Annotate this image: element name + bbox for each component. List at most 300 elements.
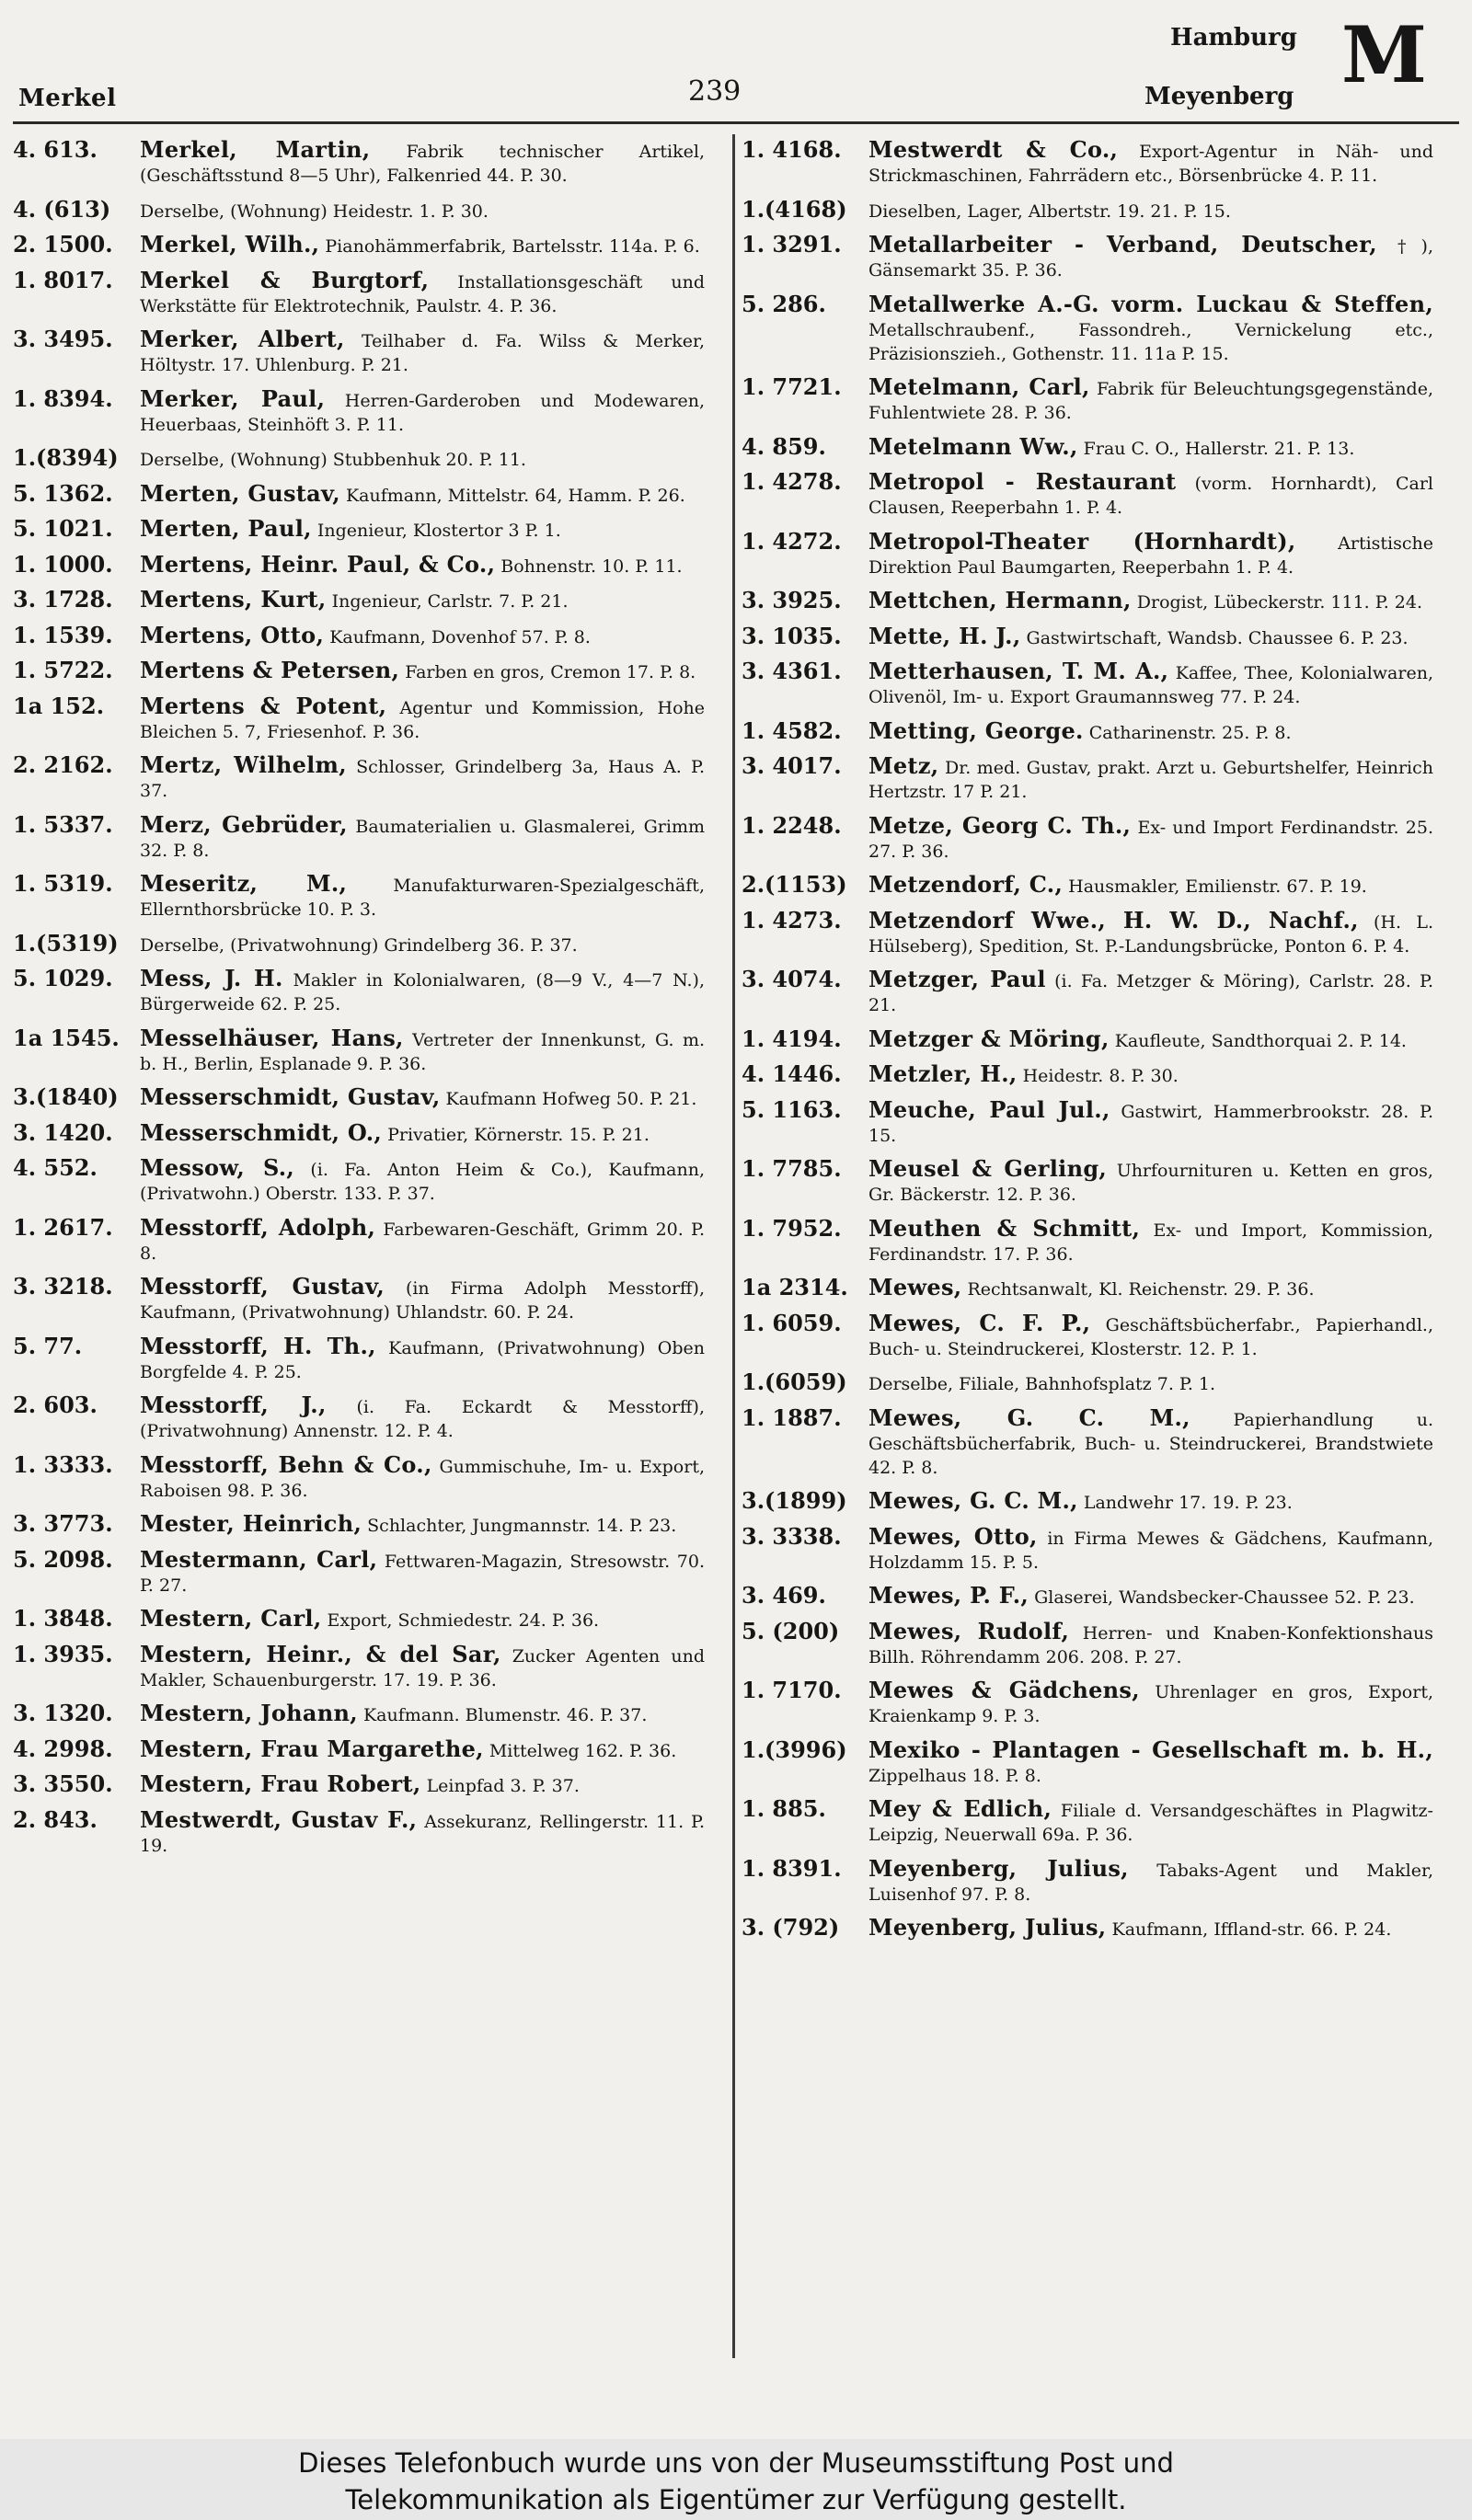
entry-description: Baumaterialien u. Glasmalerei, Grimm 32. P. 8. bbox=[140, 816, 706, 861]
entry-description: Drogist, Lübeckerstr. 111. P. 24. bbox=[1136, 592, 1422, 613]
entry-description: Zucker Agenten und Makler, Schauenburgerstr. 17. 19. P. 36. bbox=[140, 1645, 705, 1690]
phone-number: 1. 8394. bbox=[13, 384, 113, 412]
phone-number: 1. 4273. bbox=[742, 906, 842, 934]
entry-text bbox=[868, 1214, 1433, 1266]
phone-number: 1. 7785. bbox=[742, 1155, 842, 1182]
entry-text bbox=[868, 138, 1433, 188]
entry-text bbox=[140, 1701, 705, 1727]
phone-number: 1. 5722. bbox=[13, 657, 113, 683]
entry-name: Mertens & Petersen, bbox=[140, 657, 400, 683]
phone-number: 3.(1840) bbox=[13, 1083, 119, 1110]
entry-name: Messtorff, Adolph, bbox=[140, 1213, 376, 1241]
phone-number: 3. 4074. bbox=[742, 966, 842, 992]
directory-entry bbox=[742, 1489, 1433, 1515]
entry-text bbox=[140, 517, 705, 543]
directory-entry bbox=[13, 1512, 705, 1538]
entry-description: Herren- und Knaben-Konfektionshaus Billh. Röhrendamm 206. 208. P. 27. bbox=[868, 1622, 1433, 1667]
entry-description: Gummischuhe, Im- u. Export, Raboisen 98. P. 36. bbox=[140, 1456, 705, 1501]
entry-text bbox=[140, 659, 705, 684]
directory-entry bbox=[742, 195, 1433, 223]
directory-entry bbox=[13, 1640, 705, 1692]
phone-number: 1. 4582. bbox=[742, 716, 842, 744]
directory-entry bbox=[13, 967, 705, 1016]
entry-description: Gastwirtschaft, Wandsb. Chaussee 6. P. 23. bbox=[1026, 627, 1409, 648]
entry-text bbox=[868, 716, 1433, 745]
entry-name: Mestern, Johann, bbox=[140, 1700, 358, 1726]
entry-text bbox=[140, 621, 705, 649]
phone-number: 3. 3773. bbox=[13, 1510, 113, 1537]
entry-description: Ex- und Import Ferdinandstr. 25. 27. P. 36. bbox=[868, 817, 1433, 862]
phone-number: 3.(1899) bbox=[742, 1487, 847, 1514]
phone-number: 1a 152. bbox=[13, 692, 105, 719]
entry-text bbox=[140, 479, 705, 508]
entry-text bbox=[140, 198, 705, 223]
entry-text bbox=[868, 432, 1433, 461]
header-city: Hamburg bbox=[1170, 24, 1297, 52]
phone-number: 1. 2248. bbox=[742, 811, 842, 839]
entry-text bbox=[140, 588, 705, 613]
right-column bbox=[742, 138, 1433, 1952]
entry-text bbox=[140, 138, 705, 188]
entry-description: Gastwirt, Hammerbrookstr. 28. P. 15. bbox=[868, 1101, 1433, 1146]
entry-description: Agentur und Kommission, Hohe Bleichen 5. 7, Friesenhof. P. 36. bbox=[140, 697, 706, 742]
entry-name: Mertens & Potent, bbox=[140, 692, 387, 719]
entry-text bbox=[868, 1095, 1433, 1148]
entry-text bbox=[140, 233, 705, 258]
directory-entry bbox=[13, 588, 705, 613]
entry-name: Meuthen & Schmitt, bbox=[868, 1214, 1141, 1242]
entry-text bbox=[868, 1309, 1433, 1361]
entry-text bbox=[140, 1026, 705, 1076]
directory-entry bbox=[742, 1095, 1433, 1148]
entry-description: Fabrik für Beleuchtungsgegenstände, Fuhlentwiete 28. P. 36. bbox=[868, 379, 1434, 423]
entry-text bbox=[868, 233, 1433, 282]
directory-entry bbox=[742, 1735, 1433, 1788]
entry-name: Messtorff, Behn & Co., bbox=[140, 1450, 432, 1478]
entry-description: Installationsgeschäft und Werkstätte für Elektrotechnik, Paulstr. 4. P. 36. bbox=[140, 271, 706, 316]
entry-name: Mestern, Heinr., & del Sar, bbox=[140, 1640, 501, 1667]
entry-name: Metallwerke A.-G. vorm. Luckau & Steffen, bbox=[868, 290, 1433, 317]
directory-entry bbox=[13, 621, 705, 649]
entry-text bbox=[140, 1085, 705, 1111]
phone-number: 1. 4194. bbox=[742, 1025, 842, 1052]
entry-name: Meuche, Paul Jul., bbox=[868, 1095, 1110, 1123]
entry-text bbox=[140, 1118, 705, 1147]
directory-entry bbox=[742, 1370, 1433, 1396]
directory-entry bbox=[13, 1156, 705, 1206]
entry-name: Metzger, Paul bbox=[868, 966, 1046, 992]
phone-number: 5. 1029. bbox=[13, 965, 113, 991]
phone-number: 1. 6059. bbox=[742, 1309, 842, 1336]
phone-number: 1. 8391. bbox=[742, 1854, 842, 1882]
phone-number: 4. 613. bbox=[13, 136, 98, 163]
entry-name: Messelhäuser, Hans, bbox=[140, 1024, 404, 1051]
entry-name: Mewes, Rudolf, bbox=[868, 1617, 1070, 1644]
phone-number: 1a 2314. bbox=[742, 1274, 848, 1300]
entry-text bbox=[868, 659, 1433, 709]
entry-text bbox=[140, 1805, 705, 1858]
phone-number: 5. (200) bbox=[742, 1617, 840, 1644]
entry-description: Derselbe, (Wohnung) Stubbenhuk 20. P. 11. bbox=[140, 450, 526, 470]
phone-number: 1. 5337. bbox=[13, 810, 113, 838]
footer-notice bbox=[0, 2439, 1472, 2520]
entry-name: Mess, J. H. bbox=[140, 965, 283, 991]
entry-name: Metzler, H., bbox=[868, 1060, 1018, 1087]
entry-name: Mestern, Frau Margarethe, bbox=[140, 1735, 484, 1762]
entry-text bbox=[140, 1156, 705, 1206]
directory-entry bbox=[13, 233, 705, 258]
directory-entry bbox=[13, 1805, 705, 1858]
left-column bbox=[13, 138, 705, 1867]
entry-description: Tabaks-Agent und Makler, Luisenhof 97. P. 8. bbox=[868, 1860, 1433, 1905]
entry-name: Messerschmidt, O., bbox=[140, 1118, 383, 1146]
entry-text bbox=[140, 1607, 705, 1632]
entry-description: Kaufmann. Blumenstr. 46. P. 37. bbox=[362, 1705, 648, 1725]
phone-number: 4. 2998. bbox=[13, 1735, 113, 1762]
phone-number: 3. 1728. bbox=[13, 586, 113, 613]
directory-entry bbox=[742, 1522, 1433, 1575]
entry-name: Merkel, Martin, bbox=[140, 136, 371, 163]
entry-description: Artistische Direktion Paul Baumgarten, Reeperbahn 1. P. 4. bbox=[868, 533, 1434, 578]
entry-description: Derselbe, (Wohnung) Heidestr. 1. P. 30. bbox=[140, 200, 489, 222]
entry-text bbox=[868, 527, 1434, 579]
entry-name: Meusel & Gerling, bbox=[868, 1155, 1108, 1182]
entry-description: Geschäftsbücherfabr., Papierhandl., Buch- u. Steindruckerei, Klosterstr. 12. P. 1. bbox=[868, 1314, 1433, 1359]
directory-entry bbox=[742, 589, 1433, 614]
header-right-name: Meyenberg bbox=[1144, 83, 1294, 110]
entry-description: Filiale d. Versandgeschäftes in Plagwitz-Leipzig, Neuerwall 69a. P. 36. bbox=[868, 1801, 1433, 1845]
entry-name: Mewes & Gädchens, bbox=[868, 1677, 1140, 1703]
entry-name: Metropol-Theater (Hornhardt), bbox=[868, 527, 1296, 555]
directory-entry bbox=[13, 479, 705, 508]
directory-entry bbox=[742, 1214, 1433, 1266]
entry-name: Mewes, P. F., bbox=[868, 1582, 1029, 1609]
entry-name: Mertens, Otto, bbox=[140, 621, 325, 648]
directory-entry bbox=[742, 233, 1433, 282]
entry-description: Manufakturwaren-Spezialgeschäft, Ellernthorsbrücke 10. P. 3. bbox=[140, 876, 705, 920]
phone-number: 5. 1021. bbox=[13, 515, 113, 542]
entry-description: Schlachter, Jungmannstr. 14. P. 23. bbox=[367, 1516, 677, 1536]
directory-entry bbox=[742, 754, 1433, 804]
entry-description: Kaufmann Hofweg 50. P. 21. bbox=[445, 1089, 697, 1109]
directory-entry bbox=[742, 375, 1433, 425]
entry-name: Mestern, Frau Robert, bbox=[140, 1770, 421, 1797]
entry-name: Metzger & Möring, bbox=[868, 1025, 1110, 1052]
directory-entry bbox=[742, 1403, 1433, 1480]
directory-entry bbox=[742, 1797, 1433, 1847]
entry-description: Uhrfournituren u. Ketten en gros, Gr. Bäckerstr. 12. P. 36. bbox=[868, 1161, 1433, 1205]
entry-text bbox=[140, 872, 705, 922]
entry-description: Kaufmann, Iffland-str. 66. P. 24. bbox=[1111, 1919, 1392, 1940]
entry-text bbox=[868, 811, 1433, 864]
entry-description: Hausmakler, Emilienstr. 67. P. 19. bbox=[1068, 876, 1367, 897]
entry-name: Mertz, Wilhelm, bbox=[140, 751, 347, 778]
phone-number: 1. 5319. bbox=[13, 870, 113, 897]
directory-entry bbox=[13, 1701, 705, 1727]
phone-number: 1. 3291. bbox=[742, 231, 842, 258]
directory-entry bbox=[742, 906, 1433, 958]
directory-entry bbox=[742, 1157, 1433, 1207]
directory-entry bbox=[13, 1545, 705, 1598]
entry-description: Glaserei, Wandsbecker-Chaussee 52. P. 23. bbox=[1034, 1587, 1415, 1608]
entry-description: (vorm. Hornhardt), Carl Clausen, Reeperbahn 1. P. 4. bbox=[868, 474, 1433, 518]
entry-description: Frau C. O., Hallerstr. 21. P. 13. bbox=[1083, 438, 1355, 459]
directory-entry bbox=[13, 1393, 705, 1443]
phone-number: 4. 1446. bbox=[742, 1060, 842, 1087]
entry-description: Export-Agentur in Näh- und Strickmaschinen, Fahrrädern etc., Börsenbrücke 4. P. 11. bbox=[868, 142, 1434, 186]
directory-entry bbox=[13, 1450, 705, 1503]
entry-text bbox=[868, 1617, 1433, 1669]
phone-number: 1. 3848. bbox=[13, 1605, 113, 1632]
page-number: 239 bbox=[688, 75, 742, 108]
directory-entry bbox=[742, 1916, 1433, 1942]
directory-entry bbox=[742, 659, 1433, 709]
phone-number: 3. 469. bbox=[742, 1582, 826, 1609]
entry-text bbox=[140, 1275, 705, 1324]
directory-entry bbox=[13, 753, 705, 803]
directory-entry bbox=[742, 138, 1433, 188]
directory-entry bbox=[13, 550, 705, 578]
entry-text bbox=[868, 1797, 1433, 1847]
entry-description: Heidestr. 8. P. 30. bbox=[1022, 1066, 1179, 1086]
directory-entry bbox=[742, 1309, 1433, 1361]
phone-number: 1. 2617. bbox=[13, 1213, 113, 1241]
entry-description: (i. Fa. Metzger & Möring), Carlstr. 28. P. 21. bbox=[868, 971, 1433, 1015]
entry-text bbox=[140, 1772, 705, 1798]
entry-description: Dr. med. Gustav, prakt. Arzt u. Geburtshelfer, Heinrich Hertzstr. 17 P. 21. bbox=[868, 758, 1434, 802]
phone-number: 1.(5319) bbox=[13, 929, 119, 956]
entry-name: Mettchen, Hermann, bbox=[868, 587, 1132, 613]
entry-text bbox=[140, 384, 705, 437]
entry-text bbox=[868, 754, 1433, 804]
entry-name: Metz, bbox=[868, 752, 939, 779]
entry-description: in Firma Mewes & Gädchens, Kaufmann, Holzdamm 15. P. 5. bbox=[868, 1528, 1433, 1573]
entry-text bbox=[868, 624, 1433, 650]
entry-text bbox=[140, 446, 705, 472]
phone-number: 3. 3338. bbox=[742, 1522, 842, 1550]
entry-description: Schlosser, Grindelberg 3a, Haus A. P. 37. bbox=[140, 757, 705, 801]
entry-description: Rechtsanwalt, Kl. Reichenstr. 29. P. 36. bbox=[967, 1279, 1315, 1300]
entry-name: Mewes, G. C. M., bbox=[868, 1487, 1078, 1514]
entry-description: Pianohämmerfabrik, Bartelsstr. 114a. P. 6. bbox=[325, 236, 700, 257]
entry-description: Kaufleute, Sandthorquai 2. P. 14. bbox=[1114, 1030, 1407, 1051]
entry-name: Metallarbeiter - Verband, Deutscher, bbox=[868, 231, 1377, 258]
directory-entry bbox=[742, 1678, 1433, 1728]
phone-number: 1. 4168. bbox=[742, 136, 842, 163]
phone-number: 5. 286. bbox=[742, 290, 826, 317]
phone-number: 1. 885. bbox=[742, 1795, 826, 1822]
phone-number: 4. 859. bbox=[742, 432, 826, 460]
entry-text bbox=[868, 1027, 1433, 1053]
entry-description: Ingenieur, Carlstr. 7. P. 21. bbox=[331, 591, 569, 612]
entry-text bbox=[140, 1393, 705, 1443]
entry-description: (i. Fa. Anton Heim & Co.), Kaufmann, (Privatwohn.) Oberstr. 133. P. 37. bbox=[140, 1160, 705, 1204]
entry-description: Derselbe, Filiale, Bahnhofsplatz 7. P. 1. bbox=[868, 1374, 1216, 1394]
entry-text bbox=[140, 1512, 705, 1538]
entry-text bbox=[868, 1916, 1433, 1942]
directory-entry bbox=[742, 624, 1433, 650]
entry-name: Merker, Paul, bbox=[140, 384, 326, 412]
entry-text bbox=[140, 932, 705, 957]
directory-entry bbox=[742, 292, 1433, 366]
phone-number: 3. 1420. bbox=[13, 1118, 113, 1146]
entry-description: Derselbe, (Privatwohnung) Grindelberg 36. P. 37. bbox=[140, 934, 578, 956]
entry-text bbox=[140, 967, 705, 1016]
entry-name: Metelmann, Carl, bbox=[868, 373, 1090, 400]
entry-description: Fettwaren-Magazin, Stresowstr. 70. P. 27. bbox=[140, 1551, 705, 1596]
directory-entry bbox=[742, 1276, 1433, 1301]
entry-name: Merten, Paul, bbox=[140, 515, 312, 542]
phone-number: 1.(3996) bbox=[742, 1735, 847, 1763]
directory-entry bbox=[742, 432, 1433, 461]
directory-entry bbox=[742, 470, 1433, 520]
directory-entry bbox=[13, 872, 705, 922]
entry-name: Mewes, C. F. P., bbox=[868, 1309, 1091, 1336]
entry-text bbox=[868, 1157, 1433, 1207]
directory-entry bbox=[742, 716, 1433, 745]
phone-number: 3. (792) bbox=[742, 1914, 840, 1941]
entry-description: Zippelhaus 18. P. 8. bbox=[868, 1765, 1041, 1786]
header-letter: M bbox=[1341, 9, 1427, 100]
directory-entry bbox=[13, 1213, 705, 1266]
entry-text bbox=[868, 1403, 1433, 1480]
directory-entry bbox=[13, 327, 705, 377]
entry-description: Export, Schmiedestr. 24. P. 36. bbox=[327, 1610, 600, 1631]
entry-description: Assekuranz, Rellingerstr. 11. P. 19. bbox=[140, 1811, 705, 1856]
directory-entry bbox=[742, 1027, 1433, 1053]
entry-description: Uhrenlager en gros, Export, Kraienkamp 9. P. 3. bbox=[868, 1682, 1433, 1726]
entry-name: Metropol - Restaurant bbox=[868, 468, 1177, 495]
entry-name: Mestern, Carl, bbox=[140, 1605, 322, 1632]
entry-description: (i. Fa. Eckardt & Messtorff), (Privatwohnung) Annenstr. 12. P. 4. bbox=[140, 1397, 705, 1441]
directory-entry bbox=[13, 659, 705, 684]
entry-text bbox=[868, 1735, 1433, 1788]
phone-number: 1. 1539. bbox=[13, 621, 113, 648]
entry-text bbox=[868, 1276, 1433, 1301]
entry-text bbox=[140, 753, 705, 803]
entry-description: Dieselben, Lager, Albertstr. 19. 21. P. 15. bbox=[868, 200, 1231, 222]
directory-entry bbox=[13, 517, 705, 543]
entry-description: Fabrik technischer Artikel,(Geschäftsstund 8—5 Uhr), Falkenried 44. P. 30. bbox=[140, 142, 705, 186]
entry-name: Messtorff, Gustav, bbox=[140, 1273, 385, 1300]
entry-text bbox=[140, 694, 705, 744]
phone-number: 2. 1500. bbox=[13, 231, 113, 258]
directory-entry bbox=[13, 266, 706, 318]
entry-description: Vertreter der Innenkunst, G. m. b. H., Berlin, Esplanade 9. P. 36. bbox=[140, 1029, 705, 1074]
entry-name: Messtorff, J., bbox=[140, 1392, 327, 1418]
entry-text bbox=[868, 1062, 1433, 1088]
entry-name: Merten, Gustav, bbox=[140, 479, 340, 507]
entry-name: Mewes, bbox=[868, 1274, 962, 1300]
entry-text bbox=[868, 873, 1433, 899]
footer-line-1: Dieses Telefonbuch wurde uns von der Museumsstiftung Post und bbox=[298, 2447, 1174, 2479]
directory-entry bbox=[13, 384, 705, 437]
footer-line-2: Telekommunikation als Eigentümer zur Verfügung gestellt. bbox=[345, 2484, 1127, 2515]
entry-text bbox=[140, 1334, 705, 1384]
entry-name: Meseritz, M., bbox=[140, 870, 348, 897]
entry-text bbox=[868, 1678, 1433, 1728]
entry-description: Farbewaren-Geschäft, Grimm 20. P. 8. bbox=[140, 1219, 705, 1264]
directory-entry bbox=[13, 810, 706, 863]
entry-name: Mestwerdt, Gustav F., bbox=[140, 1805, 418, 1833]
directory-entry bbox=[13, 694, 705, 744]
entry-description: Privatier, Körnerstr. 15. P. 21. bbox=[387, 1124, 650, 1145]
directory-entry bbox=[13, 1085, 705, 1111]
phone-number: 1. 4278. bbox=[742, 468, 842, 495]
entry-description: Kaufmann, Mittelstr. 64, Hamm. P. 26. bbox=[345, 485, 685, 506]
entry-name: Mette, H. J., bbox=[868, 622, 1021, 649]
entry-description: Herren-Garderoben und Modewaren, Heuerbaas, Steinhöft 3. P. 11. bbox=[140, 390, 705, 435]
entry-name: Mexiko - Plantagen - Gesellschaft m. b. H., bbox=[868, 1735, 1433, 1763]
entry-description: (H. L. Hülseberg), Spedition, St. P.-Landungsbrücke, Ponton 6. P. 4. bbox=[868, 911, 1433, 956]
directory-entry bbox=[742, 527, 1434, 579]
entry-text bbox=[868, 292, 1433, 366]
entry-text bbox=[868, 906, 1433, 958]
entry-description: Makler in Kolonialwaren, (8—9 V., 4—7 N.), Bürgerweide 62. P. 25. bbox=[140, 970, 705, 1014]
directory-entry bbox=[742, 1854, 1433, 1907]
entry-text bbox=[868, 198, 1433, 223]
entry-name: Messtorff, H. Th., bbox=[140, 1332, 376, 1359]
entry-text bbox=[868, 589, 1433, 614]
entry-name: Messerschmidt, Gustav, bbox=[140, 1083, 441, 1110]
directory-entry bbox=[742, 968, 1433, 1017]
entry-description: (in Firma Adolph Messtorff), Kaufmann, (Privatwohnung) Uhlandstr. 60. P. 24. bbox=[140, 1278, 705, 1323]
phone-number: 1. 4272. bbox=[742, 527, 842, 555]
entry-description: Kaufmann, Dovenhof 57. P. 8. bbox=[329, 626, 591, 647]
phone-number: 1. 1887. bbox=[742, 1403, 842, 1431]
phone-number: 2. 603. bbox=[13, 1392, 98, 1418]
entry-description: Landwehr 17. 19. P. 23. bbox=[1083, 1493, 1293, 1513]
entry-description: Leinpfad 3. P. 37. bbox=[426, 1776, 580, 1796]
header-rule bbox=[13, 121, 1459, 124]
entry-name: Metting, George. bbox=[868, 716, 1084, 744]
phone-number: 3. 3218. bbox=[13, 1273, 113, 1300]
entry-name: Metterhausen, T. M. A., bbox=[868, 658, 1169, 684]
directory-entry bbox=[13, 1118, 705, 1147]
directory-entry bbox=[13, 929, 705, 957]
entry-text bbox=[868, 1854, 1433, 1907]
entry-description: Catharinenstr. 25. P. 8. bbox=[1088, 722, 1292, 743]
entry-text bbox=[140, 1450, 705, 1503]
phone-number: 1.(4168) bbox=[742, 195, 847, 223]
phone-number: 1. 3333. bbox=[13, 1450, 113, 1478]
entry-text bbox=[140, 266, 706, 318]
entry-text bbox=[868, 1370, 1433, 1396]
entry-name: Metzendorf Wwe., H. W. D., Nachf., bbox=[868, 906, 1359, 934]
phone-number: 1a 1545. bbox=[13, 1024, 120, 1051]
phone-number: 1. 7721. bbox=[742, 373, 842, 400]
phone-number: 3. 1320. bbox=[13, 1700, 113, 1726]
entry-name: Mey & Edlich, bbox=[868, 1795, 1052, 1822]
phone-number: 3. 4361. bbox=[742, 658, 842, 684]
directory-entry bbox=[13, 446, 705, 472]
directory-entry bbox=[742, 1617, 1433, 1669]
entry-text bbox=[868, 1584, 1433, 1609]
directory-entry bbox=[13, 1607, 705, 1632]
directory-entry bbox=[13, 1026, 705, 1076]
directory-entry bbox=[13, 195, 705, 223]
entry-description: Kaufmann, (Privatwohnung) Oben Borgfelde 4. P. 25. bbox=[140, 1337, 705, 1382]
entry-text bbox=[868, 375, 1433, 425]
directory-entry bbox=[13, 1772, 705, 1798]
entry-text bbox=[868, 1522, 1433, 1575]
entry-name: Mertens, Kurt, bbox=[140, 586, 327, 613]
directory-entry bbox=[742, 811, 1433, 864]
entry-description: Kaffee, Thee, Kolonialwaren, Olivenöl, Im- u. Export Graumannsweg 77. P. 24. bbox=[868, 663, 1433, 707]
entry-text bbox=[868, 1489, 1433, 1515]
phone-number: 1. 7170. bbox=[742, 1677, 842, 1703]
phone-number: 4. (613) bbox=[13, 195, 111, 223]
